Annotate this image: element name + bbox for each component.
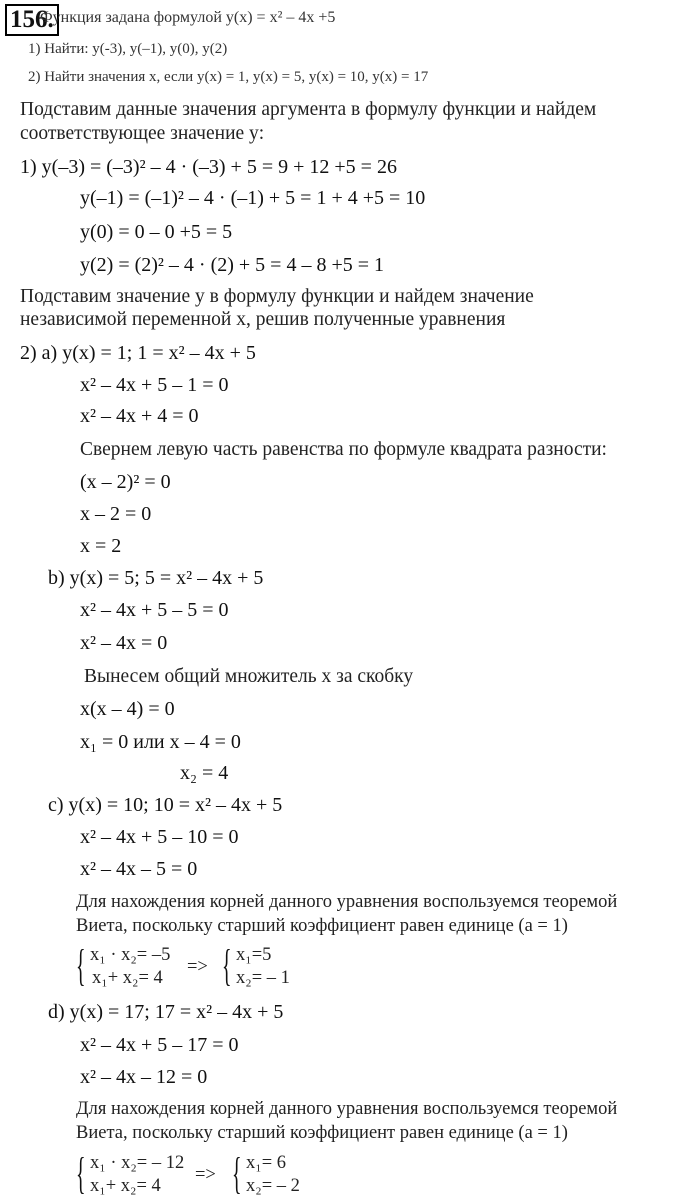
- system-solution: x₂= – 2: [246, 1176, 300, 1196]
- system-brace: {: [232, 1149, 242, 1198]
- intro-text: независимой переменной x, решив полученные уравнения: [20, 309, 506, 330]
- equation-line: x² – 4x – 12 = 0: [80, 1066, 208, 1088]
- equation-line: 1) y(–3) = (–3)² – 4 · (–3) + 5 = 9 + 12 +5 = 26: [20, 156, 397, 178]
- system-solution: x₁=5: [236, 945, 272, 965]
- task-1: 1) Найти: y(-3), y(–1), y(0), y(2): [28, 41, 228, 57]
- explanation-text: Для нахождения корней данного уравнения воспользуемся теоремой: [76, 1099, 618, 1119]
- system-solution: x₁= 6: [246, 1153, 287, 1173]
- equation-line: x² – 4x + 5 – 1 = 0: [80, 374, 229, 396]
- system-solution: x₂= – 1: [236, 968, 290, 988]
- implies-arrow: =>: [195, 1165, 216, 1185]
- equation-line: x² – 4x – 5 = 0: [80, 858, 198, 880]
- equation-line: y(–1) = (–1)² – 4 · (–1) + 5 = 1 + 4 +5 = 10: [80, 187, 426, 209]
- explanation-text: Для нахождения корней данного уравнения воспользуемся теоремой: [76, 892, 618, 912]
- explanation-text: Виета, поскольку старший коэффициент равен единице (a = 1): [76, 916, 568, 936]
- system-equation: x₁+ x₂= 4: [90, 1176, 161, 1196]
- system-brace: {: [76, 1149, 86, 1198]
- equation-line: x² – 4x + 5 – 17 = 0: [80, 1034, 239, 1056]
- explanation-text: Виета, поскольку старший коэффициент равен единице (a = 1): [76, 1123, 568, 1143]
- case-c-heading: c) y(x) = 10; 10 = x² – 4x + 5: [48, 794, 283, 816]
- intro-text: соответствующее значение y:: [20, 123, 265, 144]
- system-equation: x₁ · x₂= –5: [90, 945, 171, 965]
- equation-line: y(2) = (2)² – 4 · (2) + 5 = 4 – 8 +5 = 1: [80, 254, 385, 276]
- equation-line: x² – 4x + 4 = 0: [80, 405, 199, 427]
- equation-line: x² – 4x = 0: [80, 632, 168, 654]
- intro-text: Подставим значение y в формулу функции и найдем значение: [20, 286, 534, 307]
- system-brace: {: [222, 941, 232, 990]
- equation-line: x = 2: [80, 535, 122, 557]
- equation-line: x² – 4x + 5 – 10 = 0: [80, 826, 239, 848]
- equation-line: y(0) = 0 – 0 +5 = 5: [80, 221, 233, 243]
- explanation-text: Свернем левую часть равенства по формуле квадрата разности:: [80, 439, 607, 460]
- intro-text: Подставим данные значения аргумента в формулу функции и найдем: [20, 99, 597, 120]
- case-b-heading: b) y(x) = 5; 5 = x² – 4x + 5: [48, 567, 264, 589]
- case-d-heading: d) y(x) = 17; 17 = x² – 4x + 5: [48, 1001, 284, 1023]
- equation-line: (x – 2)² = 0: [80, 471, 171, 493]
- explanation-text: Вынесем общий множитель x за скобку: [84, 666, 414, 687]
- task-2: 2) Найти значения x, если y(x) = 1, y(x) = 5, y(x) = 10, y(x) = 17: [28, 69, 429, 85]
- problem-number: 156.: [5, 4, 59, 36]
- equation-line: x₁ = 0 или x – 4 = 0: [80, 731, 241, 753]
- equation-line: x₂ = 4: [180, 762, 229, 784]
- problem-statement: Функция задана формулой y(x) = x² – 4x +5: [40, 9, 336, 26]
- equation-line: x² – 4x + 5 – 5 = 0: [80, 599, 229, 621]
- implies-arrow: =>: [187, 957, 208, 977]
- system-brace: {: [76, 941, 86, 990]
- equation-line: x – 2 = 0: [80, 503, 152, 525]
- equation-line: x(x – 4) = 0: [80, 698, 175, 720]
- system-equation: x₁ · x₂= – 12: [90, 1153, 185, 1173]
- system-equation: x₁+ x₂= 4: [92, 968, 163, 988]
- case-a-heading: 2) a) y(x) = 1; 1 = x² – 4x + 5: [20, 342, 256, 364]
